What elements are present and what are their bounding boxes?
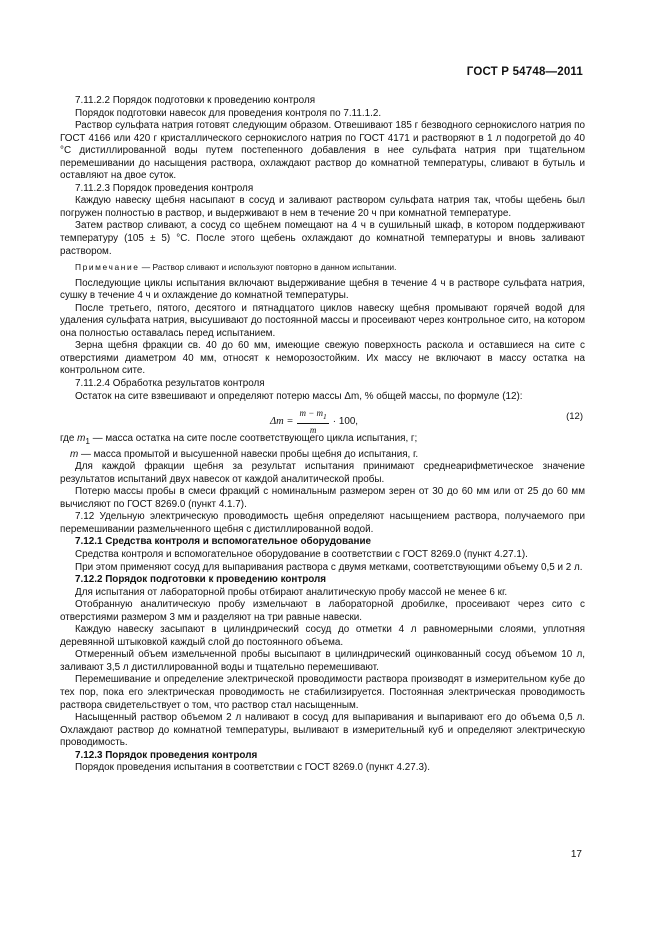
formula-rest: · 100, <box>332 415 359 427</box>
paragraph-group <box>60 461 585 775</box>
paragraph: Порядок подготовки навесок для проведения контроля по 7.11.1.2. <box>75 107 382 119</box>
paragraph: Каждую навеску засыпают в цилиндрический сосуд до отметки 4 л равномерными слоями, уплотняя деревянной штыковкой каждый слой до постоянного объема. <box>60 624 585 648</box>
formula-numerator-sub: 1 <box>323 411 327 421</box>
formula-number: (12) <box>566 411 583 423</box>
section-heading-7-11-2-2: 7.11.2.2 Порядок подготовки к проведению контроля <box>75 95 316 106</box>
paragraph: Последующие циклы испытания включают выдерживание щебня в течение 4 ч в растворе сульфата натрия, сушку в течение 4 ч и охлаждение до комнатной температуры. <box>60 277 585 302</box>
section-heading-7-11-2-4: 7.11.2.4 Обработка результатов контроля <box>75 378 265 390</box>
section-heading: 7.12.2 Порядок подготовки к проведению контроля <box>75 574 327 586</box>
paragraph: Для каждой фракции щебня за результат испытания принимают среднеарифметическое значение результатов испытаний двух навесок от каждой аналитической пробы. <box>60 461 585 485</box>
paragraph: Зерна щебня фракции св. 40 до 60 мм, имеющие свежую поверхность раскола и оставшиеся на сите с отверстиями диаметром 40 мм, относят к неморозостойким. Их массу не включают в массу остатка на контрольном сите. <box>60 340 585 377</box>
page-number: 17 <box>570 849 582 860</box>
formula-lhs: Δm = <box>270 415 294 427</box>
paragraph: После третьего, пятого, десятого и пятнадцатого циклов навеску щебня промывают горячей водой для удаления сульфата натрия, высушивают до постоянной массы и просеивают через контрольное сито, на котором она полностью оставалась перед испытанием. <box>60 302 585 339</box>
note-label: Примечание <box>75 262 140 273</box>
paragraph: Отмеренный объем измельченной пробы высыпают в цилиндрический оцинкованный сосуд объемом 10 л, заливают 3,5 л дистиллированной воды и тщательно перемешивают. <box>60 649 585 673</box>
where-line-1: где $m_1$ — масса остатка на сите после соответствующего цикла испытания, г; <box>60 433 418 447</box>
paragraph: Потерю массы пробы в смеси фракций с номинальным размером зерен от 30 до 60 мм или от 25 до 60 мм вычисляют по ГОСТ 8269.0 (пункт 4.1.7). <box>60 486 585 510</box>
paragraph: При этом применяют сосуд для выпаривания раствора с двумя метками, соответствующими объему 0,5 и 2 л. <box>75 561 583 573</box>
doc-header-code: ГОСТ Р 54748—2011 <box>466 66 583 78</box>
paragraph: Остаток на сите взвешивают и определяют потерю массы Δm, % общей массы, по формуле (12): <box>75 390 523 402</box>
paragraph: Для испытания от лабораторной пробы отбирают аналитическую пробу массой не менее 6 кг. <box>75 586 508 598</box>
formula-denominator: m <box>309 425 317 436</box>
formula-numerator: $m - m_1$ <box>297 407 328 424</box>
section-heading: 7.12.3 Порядок проведения контроля <box>75 749 258 761</box>
paragraph: 7.12 Удельную электрическую проводимость щебня определяют насыщением раствора, получаемого при перемешивании размельченного щебня с дистиллированной водой. <box>60 511 585 535</box>
section-heading: 7.12.1 Средства контроля и вспомогательное оборудование <box>75 536 372 548</box>
paragraph: Средства контроля и вспомогательное оборудование в соответствии с ГОСТ 8269.0 (пункт 4.27.1). <box>75 549 528 561</box>
note-text: — Раствор сливают и используют повторно в данном испытании. <box>139 262 397 273</box>
section-heading-7-11-2-3: 7.11.2.3 Порядок проведения контроля <box>75 182 254 194</box>
formula-12 <box>60 403 585 436</box>
note <box>60 258 585 278</box>
paragraph: Раствор сульфата натрия готовят следующим образом. Отвешивают 185 г безводного сернокислого натрия по ГОСТ 4166 или 420 г кристаллического сернокислого натрия по ГОСТ 4171 и растворяют в 1 л подогретой до 40 °С дистиллированной воды путем постепенного добавления в нее сульфата натрия при тщательном перемешивании до насыщения раствора, охлаждают раствор до комнатной температуры, сливают в бутыль и оставляют на двое суток. <box>60 120 585 182</box>
paragraph: Затем раствор сливают, а сосуд со щебнем помещают на 4 ч в сушильный шкаф, в котором поддерживают температуру (105 ± 5) °С. После этого щебень охлаждают до комнатной температуры и вновь заливают раствором. <box>60 220 585 257</box>
paragraph: Перемешивание и определение электрической проводимости раствора производят в измерительном кубе до тех пор, пока его электрическая проводимость не стабилизируется. Постоянная электрическая проводимость раствора свидетельствует о том, что раствор стал насыщенным. <box>60 674 585 711</box>
formula-fraction <box>297 407 328 437</box>
paragraph: Порядок проведения испытания в соответствии с ГОСТ 8269.0 (пункт 4.27.3). <box>75 762 430 774</box>
formula-expression <box>270 407 358 437</box>
page-content <box>60 95 585 775</box>
where-line-2: m — масса промытой и высушенной навески пробы щебня до испытания, г. <box>70 448 419 460</box>
paragraph: Каждую навеску щебня насыпают в сосуд и заливают раствором сульфата натрия так, чтобы щебень был погружен полностью в раствор, и выдерживают в нем в течение 20 ч при комнатной температуре. <box>60 195 585 219</box>
paragraph: Насыщенный раствор объемом 2 л наливают в сосуд для выпаривания и выпаривают его до объема 0,5 л. Охлаждают раствор до комнатной температуры, выливают в измерительный куб и определяют электрическую проводимость. <box>60 712 585 749</box>
paragraph: Отобранную аналитическую пробу измельчают в лабораторной дробилке, просеивают через сито с отверстиями размером 3 мм и разделяют на три равные навески. <box>60 599 585 623</box>
